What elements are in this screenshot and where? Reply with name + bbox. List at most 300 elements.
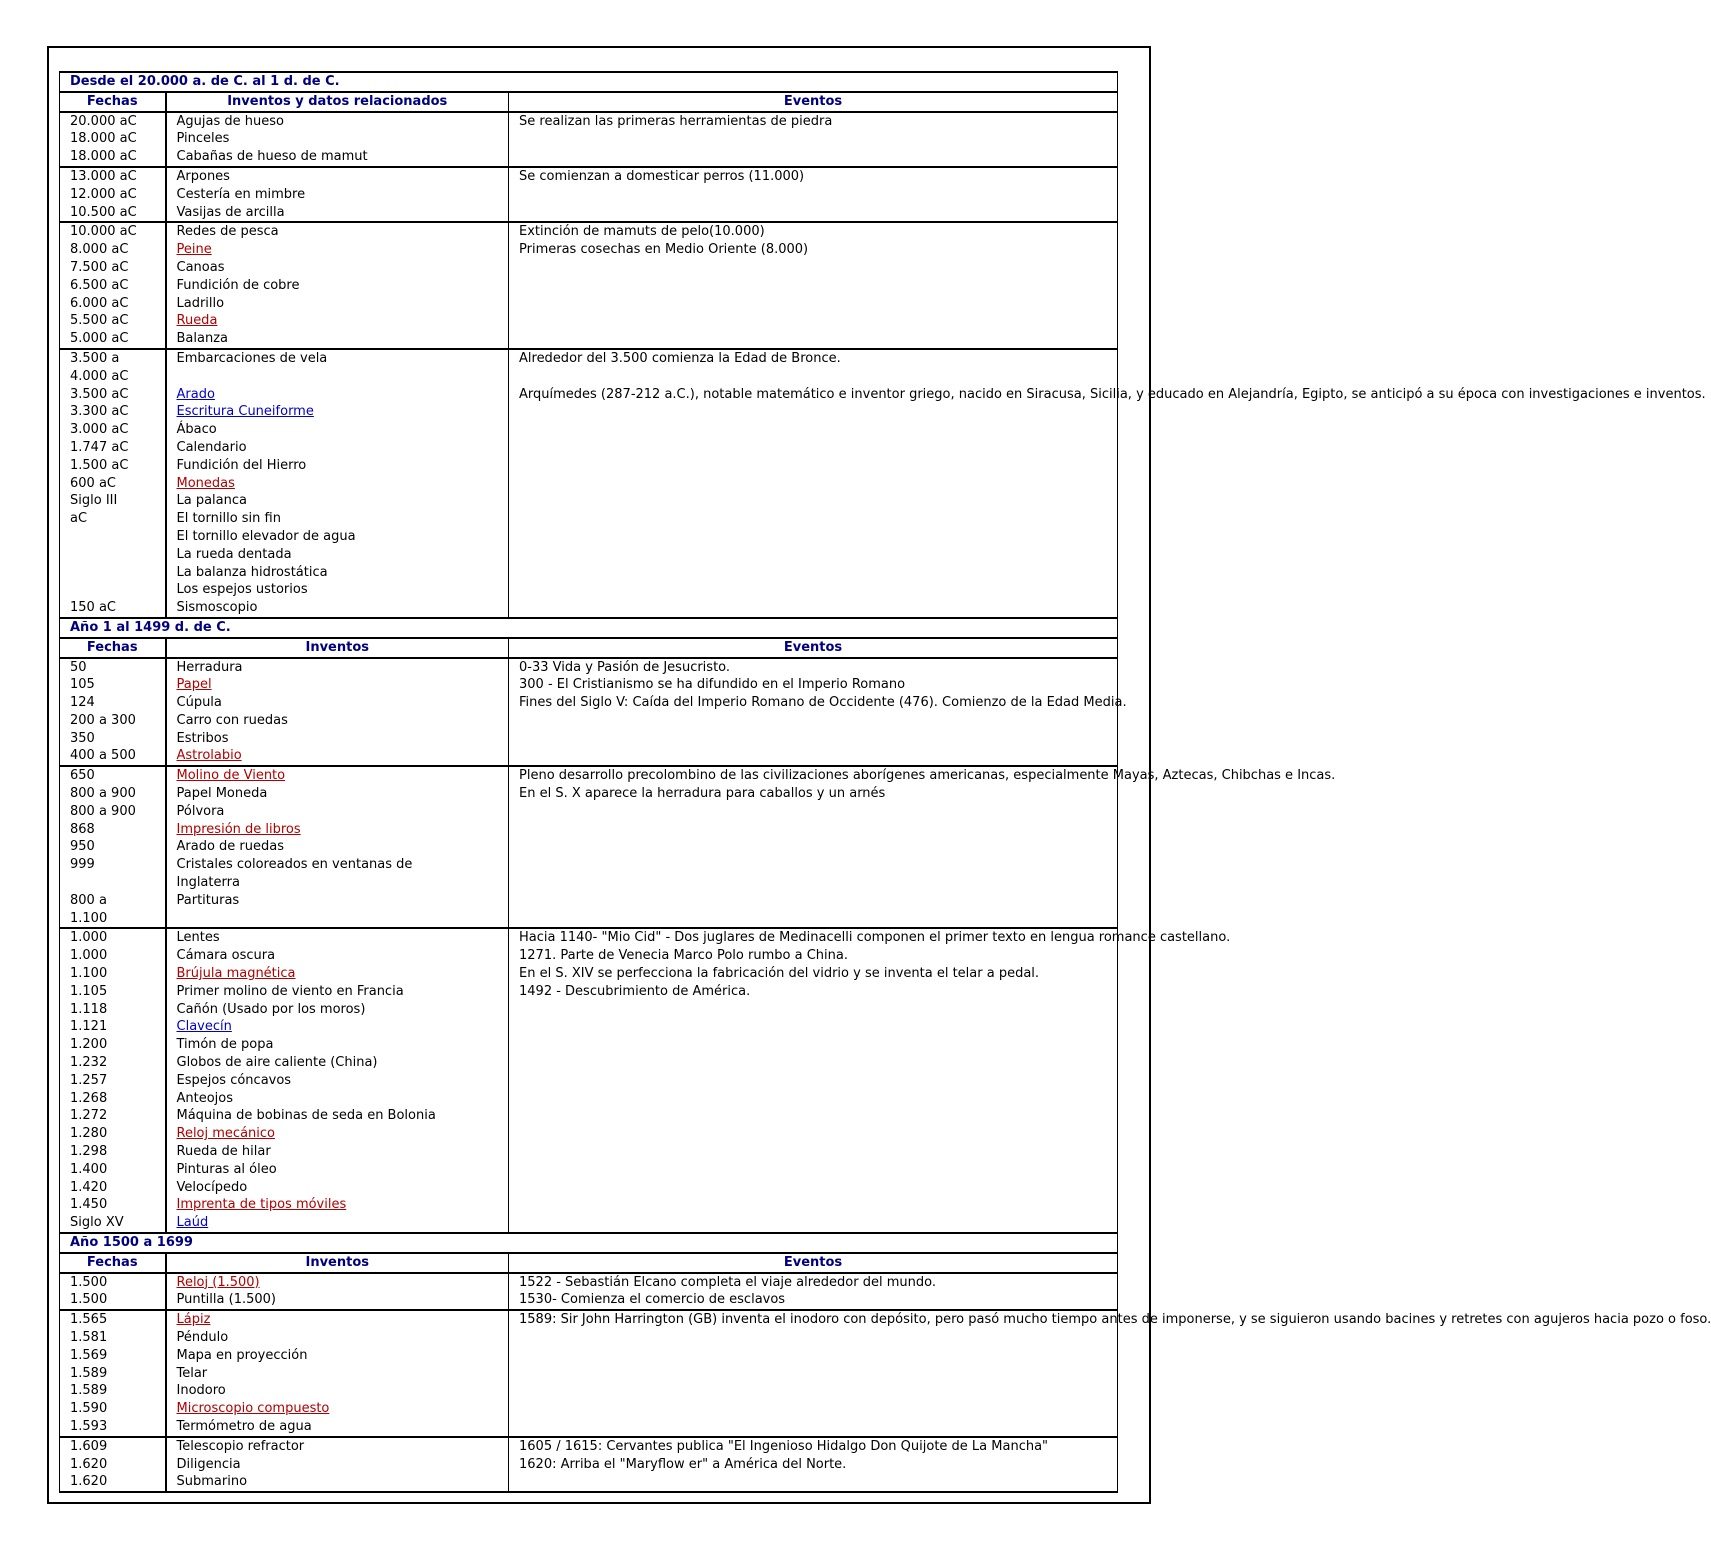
invention-line bbox=[177, 439, 509, 457]
date-item: 1.268 bbox=[70, 1090, 108, 1106]
timeline-group bbox=[60, 1437, 1118, 1492]
date-item: 1.400 bbox=[70, 1161, 108, 1177]
date-item: 18.000 aC bbox=[70, 131, 137, 147]
events-cell bbox=[509, 349, 1706, 618]
date-item: 10.500 aC bbox=[70, 204, 137, 220]
event-item: Arquímedes (287-212 a.C.), notable matemático e inventor griego, nacido en Siracusa, Sicilia, y educado en Alejandría, Egipto, se anticipó a su época con investigaciones e inventos. bbox=[519, 386, 1706, 402]
invention-line bbox=[177, 1329, 509, 1347]
invention-line bbox=[177, 1107, 509, 1125]
timeline-group bbox=[60, 1273, 1118, 1311]
dates-cell bbox=[60, 766, 166, 928]
date-item: 18.000 aC bbox=[70, 149, 137, 165]
invention-link[interactable]: Reloj mecánico bbox=[176, 1126, 275, 1142]
invention-line bbox=[177, 874, 509, 892]
invention-line bbox=[177, 730, 509, 748]
date-item: 6.500 aC bbox=[70, 277, 129, 293]
date-item: 4.000 aC bbox=[70, 368, 129, 384]
invention-link[interactable]: Papel bbox=[176, 677, 212, 693]
events-cell bbox=[509, 1273, 1118, 1311]
events-cell bbox=[509, 1437, 1118, 1492]
invention-line bbox=[177, 1090, 509, 1108]
invention-line bbox=[177, 1274, 509, 1292]
invention-item: Vasijas de arcilla bbox=[176, 204, 285, 220]
table-row bbox=[60, 222, 1118, 349]
date-item: Siglo XV bbox=[70, 1215, 124, 1231]
inventions-cell bbox=[166, 928, 509, 1233]
invention-line bbox=[177, 1179, 509, 1197]
invention-line bbox=[177, 747, 509, 765]
invention-line bbox=[177, 1418, 509, 1436]
table-row bbox=[60, 658, 1118, 767]
inventions-cell bbox=[166, 167, 509, 222]
date-item bbox=[70, 546, 165, 564]
invention-line bbox=[177, 528, 509, 546]
section-title-row bbox=[60, 618, 1118, 638]
date-item: 12.000 aC bbox=[70, 186, 137, 202]
invention-item: Herradura bbox=[176, 659, 243, 675]
date-item: 1.257 bbox=[70, 1072, 108, 1088]
date-item: 1.620 bbox=[70, 1456, 108, 1472]
timeline-group bbox=[60, 349, 1706, 618]
table-row bbox=[60, 1273, 1118, 1311]
date-item: 3.500 a bbox=[70, 350, 120, 366]
date-item: 800 a bbox=[70, 892, 107, 908]
invention-item: Los espejos ustorios bbox=[176, 582, 308, 598]
column-header-fechas: Fechas bbox=[60, 638, 166, 658]
invention-line bbox=[177, 838, 509, 856]
invention-item: Cestería en mimbre bbox=[176, 186, 306, 202]
invention-line bbox=[177, 475, 509, 493]
invention-item: Estribos bbox=[176, 730, 229, 746]
section-0 bbox=[60, 72, 1118, 112]
invention-line bbox=[177, 1214, 509, 1232]
date-item: 1.609 bbox=[70, 1438, 108, 1454]
date-item: 20.000 aC bbox=[70, 113, 137, 129]
date-item: 1.569 bbox=[70, 1347, 108, 1363]
invention-item: La balanza hidrostática bbox=[176, 564, 328, 580]
dates-cell bbox=[60, 658, 166, 767]
inventions-cell bbox=[166, 112, 509, 167]
invention-item: Telescopio refractor bbox=[176, 1438, 305, 1454]
event-item: Se realizan las primeras herramientas de piedra bbox=[519, 113, 833, 129]
date-item bbox=[70, 528, 165, 546]
date-item: 1.118 bbox=[70, 1001, 108, 1017]
invention-line bbox=[177, 1473, 509, 1491]
date-item: 650 bbox=[70, 768, 95, 784]
invention-item: Máquina de bobinas de seda en Bolonia bbox=[176, 1108, 436, 1124]
invention-link[interactable]: Lápiz bbox=[176, 1312, 211, 1328]
invention-item: Timón de popa bbox=[176, 1037, 274, 1053]
invention-item: Arpones bbox=[176, 168, 230, 184]
date-item: 800 a 900 bbox=[70, 803, 136, 819]
event-item: 1589: Sir John Harrington (GB) inventa el inodoro con depósito, pero pasó mucho tiempo antes de imponerse, y se siguieron usando bacines y retretes con agujeros hacia pozo o foso. bbox=[519, 1312, 1711, 1328]
invention-item: Mapa en proyección bbox=[176, 1347, 308, 1363]
date-item: 999 bbox=[70, 857, 95, 873]
events-cell bbox=[509, 167, 1118, 222]
event-item: Primeras cosechas en Medio Oriente (8.000) bbox=[519, 242, 809, 258]
date-item: Siglo III bbox=[70, 493, 118, 509]
invention-line bbox=[177, 1036, 509, 1054]
date-item: 3.500 aC bbox=[70, 386, 129, 402]
event-item: Extinción de mamuts de pelo(10.000) bbox=[519, 224, 765, 240]
section-1 bbox=[60, 618, 1118, 658]
date-item: 1.100 bbox=[70, 910, 108, 926]
event-item: Se comienzan a domesticar perros (11.000) bbox=[519, 168, 805, 184]
invention-item: Puntilla (1.500) bbox=[176, 1292, 276, 1308]
invention-link[interactable]: Peine bbox=[176, 242, 212, 258]
invention-line bbox=[177, 676, 509, 694]
inventions-cell bbox=[166, 222, 509, 349]
invention-item: Inodoro bbox=[176, 1383, 226, 1399]
invention-line bbox=[177, 546, 509, 564]
date-item: 1.450 bbox=[70, 1197, 108, 1213]
invention-line bbox=[177, 983, 509, 1001]
invention-item: Canoas bbox=[176, 259, 225, 275]
invention-line bbox=[177, 581, 509, 599]
date-item: 1.565 bbox=[70, 1312, 108, 1328]
timeline-group bbox=[60, 112, 1118, 167]
date-item: 1.420 bbox=[70, 1179, 108, 1195]
invention-item: La palanca bbox=[176, 493, 247, 509]
invention-item: Lentes bbox=[176, 930, 220, 946]
event-item: Fines del Siglo V: Caída del Imperio Romano de Occidente (476). Comienzo de la Edad Media. bbox=[519, 695, 1127, 711]
invention-line bbox=[177, 295, 509, 313]
event-item: 1522 - Sebastián Elcano completa el viaje alrededor del mundo. bbox=[519, 1274, 936, 1290]
timeline-group bbox=[60, 928, 1231, 1233]
invention-line bbox=[177, 856, 509, 874]
invention-item: Pinceles bbox=[176, 131, 230, 147]
date-item: 3.000 aC bbox=[70, 422, 129, 438]
date-item: 1.272 bbox=[70, 1108, 108, 1124]
event-item: Pleno desarrollo precolombino de las civilizaciones aborígenes americanas, especialmente Mayas, Aztecas, Chibchas e Incas. bbox=[519, 768, 1336, 784]
section-2 bbox=[60, 1233, 1118, 1273]
date-item: 1.589 bbox=[70, 1383, 108, 1399]
invention-item: Cañón (Usado por los moros) bbox=[176, 1001, 366, 1017]
invention-line bbox=[177, 1018, 509, 1036]
invention-line bbox=[177, 694, 509, 712]
invention-line bbox=[177, 1456, 509, 1474]
invention-line bbox=[177, 148, 509, 166]
date-item: 800 a 900 bbox=[70, 786, 136, 802]
date-item: 13.000 aC bbox=[70, 168, 137, 184]
event-item: 0-33 Vida y Pasión de Jesucristo. bbox=[519, 659, 731, 675]
invention-line bbox=[177, 785, 509, 803]
date-item: 1.200 bbox=[70, 1037, 108, 1053]
inventions-cell bbox=[166, 1273, 509, 1311]
invention-item: Calendario bbox=[176, 439, 247, 455]
invention-line bbox=[177, 1001, 509, 1019]
invention-line bbox=[177, 892, 509, 910]
events-cell bbox=[509, 928, 1231, 1233]
date-item: 350 bbox=[70, 730, 95, 746]
date-item: 1.298 bbox=[70, 1144, 108, 1160]
date-item: 1.581 bbox=[70, 1329, 108, 1345]
invention-link[interactable]: Reloj (1.500) bbox=[176, 1274, 260, 1290]
invention-link[interactable]: Rueda bbox=[176, 313, 218, 329]
invention-line bbox=[177, 1438, 509, 1456]
invention-line bbox=[177, 659, 509, 677]
dates-cell bbox=[60, 222, 166, 349]
dates-cell bbox=[60, 112, 166, 167]
date-item: 150 aC bbox=[70, 600, 116, 616]
invention-item: Submarino bbox=[176, 1474, 248, 1490]
invention-line bbox=[177, 599, 509, 617]
table-row bbox=[60, 349, 1118, 618]
invention-line bbox=[177, 421, 509, 439]
invention-line bbox=[177, 803, 509, 821]
invention-line bbox=[177, 1291, 509, 1309]
table-row bbox=[60, 766, 1118, 928]
invention-item: Papel Moneda bbox=[176, 786, 268, 802]
invention-item: Pinturas al óleo bbox=[176, 1161, 277, 1177]
invention-line bbox=[177, 1125, 509, 1143]
event-item: 1620: Arriba el "Maryflow er" a América del Norte. bbox=[519, 1456, 847, 1472]
date-item: 1.000 bbox=[70, 930, 108, 946]
date-item: 10.000 aC bbox=[70, 224, 137, 240]
date-item: 5.500 aC bbox=[70, 313, 129, 329]
invention-link[interactable]: Molino de Viento bbox=[176, 768, 286, 784]
column-header-inventos: Inventos bbox=[166, 1253, 509, 1273]
date-item: 1.232 bbox=[70, 1055, 108, 1071]
date-item: 400 a 500 bbox=[70, 748, 136, 764]
invention-item: Espejos cóncavos bbox=[176, 1072, 292, 1088]
invention-item: Fundición del Hierro bbox=[176, 457, 307, 473]
date-item: 1.500 bbox=[70, 1274, 108, 1290]
invention-line bbox=[177, 312, 509, 330]
invention-line bbox=[177, 929, 509, 947]
invention-link[interactable]: Escritura Cuneiforme bbox=[176, 404, 314, 420]
date-item: 1.280 bbox=[70, 1126, 108, 1142]
column-header-row bbox=[60, 1253, 1118, 1273]
invention-line bbox=[177, 821, 509, 839]
invention-item: Embarcaciones de vela bbox=[176, 350, 328, 366]
invention-item: Pólvora bbox=[176, 803, 225, 819]
column-header-eventos: Eventos bbox=[509, 638, 1118, 658]
event-item: 1530- Comienza el comercio de esclavos bbox=[519, 1292, 786, 1308]
date-item bbox=[70, 874, 165, 892]
invention-link[interactable]: Impresión de libros bbox=[176, 821, 301, 837]
invention-item: Velocípedo bbox=[176, 1179, 248, 1195]
invention-line bbox=[177, 223, 509, 241]
events-cell bbox=[509, 1310, 1711, 1437]
invention-line bbox=[177, 403, 509, 421]
timeline-group bbox=[60, 658, 1127, 767]
invention-line bbox=[177, 1382, 509, 1400]
date-item: 600 aC bbox=[70, 475, 116, 491]
invention-item: Termómetro de agua bbox=[176, 1418, 312, 1434]
date-item: 950 bbox=[70, 839, 95, 855]
inventions-cell bbox=[166, 766, 509, 928]
invention-line bbox=[177, 457, 509, 475]
invention-link[interactable]: Laúd bbox=[176, 1215, 209, 1231]
invention-item: Cabañas de hueso de mamut bbox=[176, 149, 368, 165]
invention-line bbox=[177, 204, 509, 222]
invention-item: Inglaterra bbox=[176, 875, 240, 891]
invention-line bbox=[177, 113, 509, 131]
invention-item: Anteojos bbox=[176, 1090, 234, 1106]
dates-cell bbox=[60, 1437, 166, 1492]
date-item: 1.000 bbox=[70, 948, 108, 964]
invention-item: Partituras bbox=[176, 892, 240, 908]
inventions-cell bbox=[166, 1437, 509, 1492]
event-item: 300 - El Cristianismo se ha difundido en el Imperio Romano bbox=[519, 677, 906, 693]
date-item: aC bbox=[70, 511, 88, 527]
section-title: Desde el 20.000 a. de C. al 1 d. de C. bbox=[60, 72, 1118, 92]
invention-item: Primer molino de viento en Francia bbox=[176, 983, 404, 999]
event-item: En el S. XIV se perfecciona la fabricación del vidrio y se inventa el telar a pedal. bbox=[519, 966, 1040, 982]
date-item: 1.121 bbox=[70, 1019, 108, 1035]
section-title: Año 1 al 1499 d. de C. bbox=[60, 618, 1118, 638]
date-item: 1.593 bbox=[70, 1418, 108, 1434]
invention-line bbox=[177, 1143, 509, 1161]
invention-line bbox=[177, 1054, 509, 1072]
invention-item: Cúpula bbox=[176, 695, 222, 711]
date-item: 1.100 bbox=[70, 966, 108, 982]
invention-line bbox=[177, 386, 509, 404]
invention-line bbox=[177, 1196, 509, 1214]
date-item: 868 bbox=[70, 821, 95, 837]
date-item: 1.590 bbox=[70, 1401, 108, 1417]
invention-line bbox=[177, 1161, 509, 1179]
invention-line bbox=[177, 368, 509, 386]
invention-link[interactable]: Microscopio compuesto bbox=[176, 1401, 330, 1417]
date-item: 200 a 300 bbox=[70, 712, 136, 728]
timeline-group bbox=[60, 222, 1118, 349]
section-title-row bbox=[60, 1233, 1118, 1253]
invention-item: Sismoscopio bbox=[176, 600, 258, 616]
invention-line bbox=[177, 947, 509, 965]
date-item: 8.000 aC bbox=[70, 242, 129, 258]
inventions-cell bbox=[166, 658, 509, 767]
invention-line bbox=[177, 186, 509, 204]
column-header-fechas: Fechas bbox=[60, 92, 166, 112]
invention-line bbox=[177, 330, 509, 348]
date-item: 105 bbox=[70, 677, 95, 693]
date-item: 7.500 aC bbox=[70, 259, 129, 275]
invention-line bbox=[177, 965, 509, 983]
invention-link[interactable]: Monedas bbox=[176, 475, 235, 491]
invention-item: Fundición de cobre bbox=[176, 277, 300, 293]
events-cell bbox=[509, 766, 1336, 928]
invention-link[interactable]: Brújula magnética bbox=[176, 966, 296, 982]
date-item: 1.500 aC bbox=[70, 457, 129, 473]
event-item: 1271. Parte de Venecia Marco Polo rumbo a China. bbox=[519, 948, 848, 964]
dates-cell bbox=[60, 1310, 166, 1437]
table-row bbox=[60, 167, 1118, 222]
invention-line bbox=[177, 1072, 509, 1090]
event-item: 1605 / 1615: Cervantes publica "El Ingenioso Hidalgo Don Quijote de La Mancha" bbox=[519, 1438, 1049, 1454]
invention-item: Telar bbox=[176, 1365, 208, 1381]
table-row bbox=[60, 928, 1118, 1233]
event-item: Alrededor del 3.500 comienza la Edad de Bronce. bbox=[519, 350, 841, 366]
date-item: 6.000 aC bbox=[70, 295, 129, 311]
event-item bbox=[519, 368, 1117, 386]
date-item: 1.500 bbox=[70, 1292, 108, 1308]
timeline-group bbox=[60, 1310, 1711, 1437]
invention-line bbox=[177, 767, 509, 785]
invention-link[interactable]: Astrolabio bbox=[176, 748, 242, 764]
date-item bbox=[70, 581, 165, 599]
invention-line bbox=[177, 510, 509, 528]
inventions-cell bbox=[166, 1310, 509, 1437]
invention-item: Balanza bbox=[176, 331, 228, 347]
dates-cell bbox=[60, 1273, 166, 1311]
date-item bbox=[70, 564, 165, 582]
invention-item: Arado de ruedas bbox=[176, 839, 284, 855]
section-title-row bbox=[60, 72, 1118, 92]
invention-item: Globos de aire caliente (China) bbox=[176, 1055, 378, 1071]
date-item: 5.000 aC bbox=[70, 331, 129, 347]
invention-line bbox=[177, 712, 509, 730]
inventions-timeline-table bbox=[59, 71, 1711, 1493]
events-cell bbox=[509, 658, 1127, 767]
invention-line bbox=[177, 259, 509, 277]
invention-item: La rueda dentada bbox=[176, 546, 292, 562]
table-row bbox=[60, 1437, 1118, 1492]
timeline-group bbox=[60, 167, 1118, 222]
column-header-inventos: Inventos y datos relacionados bbox=[166, 92, 509, 112]
events-cell bbox=[509, 222, 1118, 349]
invention-item: El tornillo sin fin bbox=[176, 511, 281, 527]
invention-item: Agujas de hueso bbox=[176, 113, 284, 129]
invention-line bbox=[177, 350, 509, 368]
date-item: 1.589 bbox=[70, 1365, 108, 1381]
event-item: 1492 - Descubrimiento de América. bbox=[519, 983, 751, 999]
table-row bbox=[60, 112, 1118, 167]
column-header-eventos: Eventos bbox=[509, 1253, 1118, 1273]
dates-cell bbox=[60, 167, 166, 222]
invention-line bbox=[177, 130, 509, 148]
invention-item: Redes de pesca bbox=[176, 224, 279, 240]
column-header-row bbox=[60, 92, 1118, 112]
invention-link[interactable]: Clavecín bbox=[176, 1019, 232, 1035]
events-cell bbox=[509, 112, 1118, 167]
column-header-fechas: Fechas bbox=[60, 1253, 166, 1273]
table-row bbox=[60, 1310, 1118, 1437]
dates-cell bbox=[60, 928, 166, 1233]
invention-item: Ladrillo bbox=[176, 295, 225, 311]
invention-item: Diligencia bbox=[176, 1456, 241, 1472]
date-item: 3.300 aC bbox=[70, 404, 129, 420]
date-item: 50 bbox=[70, 659, 87, 675]
invention-line bbox=[177, 492, 509, 510]
timeline-group bbox=[60, 766, 1336, 928]
invention-line bbox=[177, 564, 509, 582]
invention-link[interactable]: Arado bbox=[176, 386, 215, 402]
column-header-row bbox=[60, 638, 1118, 658]
invention-item: Rueda de hilar bbox=[176, 1144, 271, 1160]
invention-item: El tornillo elevador de agua bbox=[176, 528, 356, 544]
date-item: 1.747 aC bbox=[70, 439, 129, 455]
invention-line bbox=[177, 1365, 509, 1383]
invention-line bbox=[177, 241, 509, 259]
date-item: 124 bbox=[70, 695, 95, 711]
invention-line bbox=[177, 1347, 509, 1365]
invention-item: Ábaco bbox=[176, 422, 217, 438]
invention-link[interactable]: Imprenta de tipos móviles bbox=[176, 1197, 347, 1213]
column-header-eventos: Eventos bbox=[509, 92, 1118, 112]
column-header-inventos: Inventos bbox=[166, 638, 509, 658]
invention-line bbox=[177, 1400, 509, 1418]
date-item: 1.105 bbox=[70, 983, 108, 999]
date-item: 1.620 bbox=[70, 1474, 108, 1490]
invention-line bbox=[177, 277, 509, 295]
invention-item: Péndulo bbox=[176, 1329, 229, 1345]
inventions-cell bbox=[166, 349, 509, 618]
invention-item: Carro con ruedas bbox=[176, 712, 288, 728]
section-title: Año 1500 a 1699 bbox=[60, 1233, 1118, 1253]
invention-item: Cristales coloreados en ventanas de bbox=[176, 857, 413, 873]
